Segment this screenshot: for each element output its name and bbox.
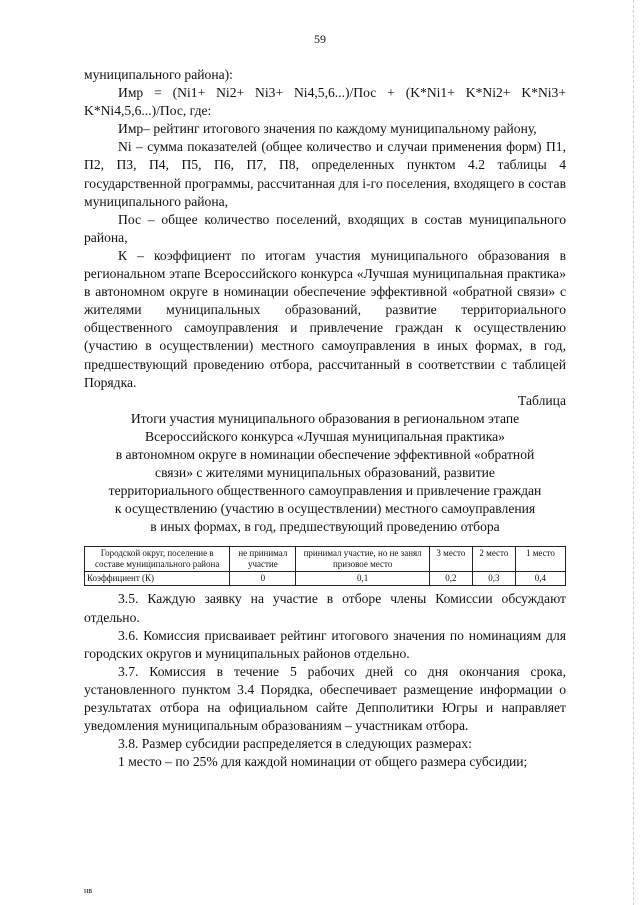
value-cell: 0,2 xyxy=(429,572,472,586)
item-3-6: 3.6. Комиссия присваивает рейтинг итогового значения по номинациям для городских округов и муниципальных районов отдельно. xyxy=(84,627,566,661)
table-title-line: Итоги участия муниципального образования в региональном этапе xyxy=(130,410,520,426)
document-body xyxy=(84,66,566,771)
table-title-line: к осуществлению (участию в осуществлении) местного самоуправления xyxy=(114,501,536,517)
page-number: 59 xyxy=(314,32,326,46)
header-cell: не принимал участие xyxy=(230,547,296,572)
table-title xyxy=(84,410,566,537)
formula-imr: Имр = (Ni1+ Ni2+ Ni3+ Ni4,5,6...)/Пос + (K*Ni1+ K*Ni2+ K*Ni3+ K*Ni4,5,6...)/Пос, где: xyxy=(84,85,566,119)
table-row xyxy=(85,572,566,586)
table-header-row xyxy=(85,547,566,572)
page-edge-line xyxy=(632,0,634,905)
table-title-line: в иных формах, в год, предшествующий проведению отбора xyxy=(150,519,500,535)
item-3-5: 3.5. Каждую заявку на участие в отборе члены Комиссии обсуждают отдельно. xyxy=(84,591,566,625)
table-title-line: в автономном округе в номинации обеспечение эффективной «обратной xyxy=(115,446,535,462)
header-cell: 3 место xyxy=(429,547,472,572)
value-cell: 0,3 xyxy=(472,572,515,586)
value-cell: 0,4 xyxy=(515,572,565,586)
table-title-line: связи» с жителями муниципальных образований, развитие xyxy=(155,465,495,481)
header-cell: принимал участие, но не занял призовое место xyxy=(296,547,430,572)
table-title-line: территориального общественного самоуправления и привлечение граждан xyxy=(108,483,542,499)
definition-ni: Ni – сумма показателей (общее количество и случаи применения форм) П1, П2, П3, П4, П5, П6, П7, П8, определенных пунктом 4.2 таблицы 4 государственной программы, рассчитанная для i-го поселения, входящего в состав муниципального района, xyxy=(84,139,566,209)
definition-imr: Имр– рейтинг итогового значения по каждому муниципальному району, xyxy=(118,121,537,137)
item-3-8: 3.8. Размер субсидии распределяется в следующих размерах: xyxy=(118,736,472,752)
header-cell: 1 место xyxy=(515,547,565,572)
definition-pos: Пос – общее количество поселений, входящих в состав муниципального района, xyxy=(84,211,566,245)
row-label-cell: Коэффициент (К) xyxy=(85,572,230,586)
value-cell: 0,1 xyxy=(296,572,430,586)
header-cell: 2 место xyxy=(472,547,515,572)
coefficient-table xyxy=(84,546,566,586)
item-3-8-first-place: 1 место – по 25% для каждой номинации от общего размера субсидии; xyxy=(118,754,528,770)
paragraph-intro: муниципального района): xyxy=(84,67,233,82)
table-label: Таблица xyxy=(518,392,566,408)
header-cell: Городской округ, поселение в составе муниципального района xyxy=(85,547,230,572)
value-cell: 0 xyxy=(230,572,296,586)
footer-mark: нв xyxy=(84,886,93,895)
item-3-7: 3.7. Комиссия в течение 5 рабочих дней со дня окончания срока, установленного пунктом 3.4 Порядка, обеспечивает размещение информации о результатах отбора на официальном сайте Депполитики Югры и направляет уведомления муниципальным образованиям – участникам отбора. xyxy=(84,663,566,734)
definition-k: К – коэффициент по итогам участия муниципального образования в региональном этапе Всероссийского конкурса «Лучшая муниципальная практика» в автономном округе в номинации обеспечение эффективной «обратной связи» с жителями муниципальных образований, развитие территориального общественного самоуправления и привлечение граждан к осуществлению (участию в осуществлении) местного самоуправления в иных формах, в год, предшествующий проведению отбора, рассчитанный в соответствии с таблицей Порядка. xyxy=(84,247,566,390)
table-title-line: Всероссийского конкурса «Лучшая муниципальная практика» xyxy=(145,428,505,444)
